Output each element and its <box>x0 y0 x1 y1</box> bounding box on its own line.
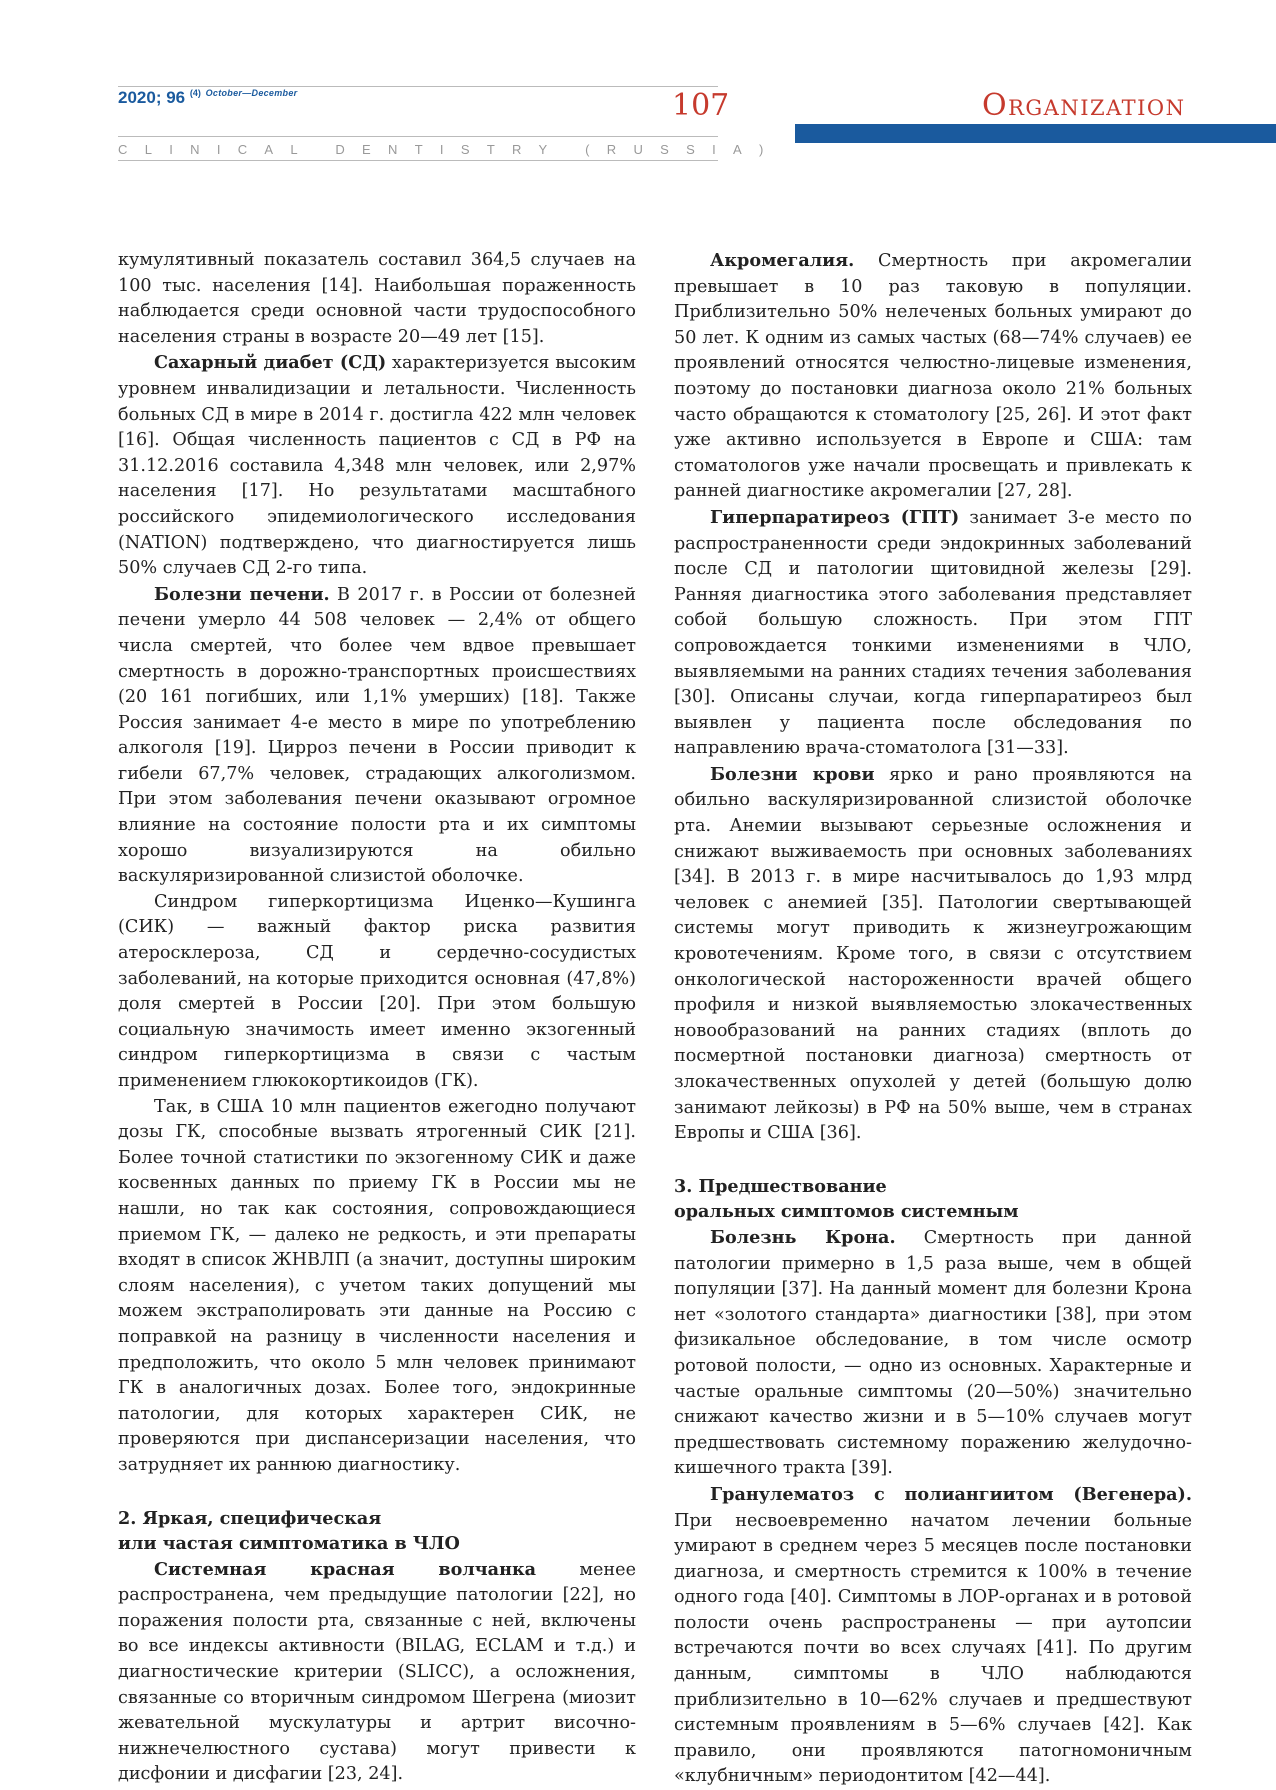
spacer <box>118 1479 636 1506</box>
spacer <box>674 1147 1192 1174</box>
paragraph <box>674 1482 1192 1790</box>
term-bold: Системная красная волчанка <box>154 1558 537 1580</box>
issue-volume: 96 <box>166 88 186 107</box>
section-heading <box>674 1174 1192 1225</box>
left-column <box>118 248 636 1788</box>
term-bold: Сахарный диабет (СД) <box>154 352 387 374</box>
paragraph <box>674 505 1192 762</box>
term-bold: Гранулематоз с полиангиитом (Вегенера). <box>710 1483 1192 1505</box>
paragraph-text: Смертность при акромегалии превышает в 10 раз таковую в популяции. Приблизительно 50% нелеченых больных умирают до 50 лет. К одним из самых частых (68—74% случаев) ее проявлений относятся челюстно-лицевые изменения, поэтому до постановки диагноза около 21% больных часто обращаются к стоматологу [25, 26]. И этот факт уже активно используется в Европе и США: там стоматологов уже начали просвещать и привлекать к ранней диагностике акромегалии [27, 28]. <box>674 251 1192 502</box>
paragraph: Так, в США 10 млн пациентов ежегодно получают дозы ГК, способные вызвать ятрогенный СИК [21]. Более точной статистики по экзогенному СИК и даже косвенных данных по приему ГК в России мы не нашли, но так как состояния, сопровождающиеся приемом ГК, — далеко не редкость, и эти препараты входят в список ЖНВЛП (а значит, доступны широким слоям населения), с учетом таких допущений мы можем экстраполировать эти данные на Россию с поправкой на разницу в численности населения и предположить, что около 5 млн человек принимают ГК в аналогичных дозах. Более того, эндокринные патологии, для которых характерен СИК, не проверяются при диспансеризации населения, что затрудняет их раннюю диагностику. <box>118 1096 636 1475</box>
right-column <box>674 248 1192 1790</box>
section-title: Organization <box>982 88 1186 123</box>
paragraph: Синдром гиперкортицизма Иценко—Кушинга (СИК) — важный фактор риска развития атеросклероза, СД и сердечно-сосудистых заболеваний, на которые приходится основная (47,8%) доля смертей в России [20]. При этом большую социальную значимость имеет именно экзогенный синдром гиперкортицизма в связи с частым применением глюкокортикоидов (ГК). <box>118 891 636 1091</box>
term-bold: Гиперпаратиреоз (ГПТ) <box>710 506 960 528</box>
issue-number: (4) <box>189 88 201 98</box>
heading-line: 2. Яркая, специфическая <box>118 1507 382 1529</box>
section-heading <box>118 1506 636 1557</box>
paragraph <box>674 762 1192 1147</box>
paragraph-text: менее распространена, чем предыдущие патологии [22], но поражения полости рта, связанные с ней, включены во все индексы активности (BILAG, ECLAM и т.д.) и диагностические критерии (SLICC), а осложнения, связанные со вторичным синдромом Шегрена (миозит жевательной мускулатуры и артрит височно-нижнечелюстного сустава) могут привести к дисфонии и дисфагии [23, 24]. <box>118 1559 636 1785</box>
header-bottom-rule <box>118 160 718 161</box>
term-bold: Болезни печени. <box>154 583 330 605</box>
term-bold: Акромегалия. <box>710 250 855 271</box>
paragraph-text: ярко и рано проявляются на обильно васкуляризированной слизистой оболочке рта. Анемии вызывают серьезные осложнения и снижают выживаемость при основных заболеваниях [34]. В 2013 г. в мире насчитывалось до 1,93 млрд человек с анемией [35]. Патологии свертывающей системы могут приводить к жизнеугрожающим кровотечениям. Кроме того, в связи с отсутствием онкологической настороженности врачей общего профиля и низкой выявляемостью злокачественных новообразований на ранних стадиях (вплоть до посмертной постановки диагноза) смертность от злокачественных опухолей у детей (большую долю занимают лейкозы) в РФ на 50% выше, чем в странах Европы и США [36]. <box>674 764 1192 1144</box>
header-middle-rule <box>118 136 718 137</box>
issue-info: 2020; 96 $^{(4)}$ $^{October—December}$ <box>118 88 298 107</box>
term-bold: Болезни крови <box>710 763 875 785</box>
issue-period: October—December <box>205 88 298 98</box>
paragraph-text: характеризуется высоким уровнем инвалидизации и летальности. Численность больных СД в мире в 2014 г. достигла 422 млн человек [16]. Общая численность пациентов с СД в РФ на 31.12.2016 составила 4,348 млн человек, или 2,97% населения [17]. Но результатами масштабного российского эпидемиологического исследования (NATION) подтверждено, что диагностируется лишь 50% случаев СД 2-го типа. <box>118 353 636 579</box>
paragraph: кумулятивный показатель составил 364,5 случаев на 100 тыс. населения [14]. Наибольшая пораженность наблюдается среди основной части трудоспособного населения страны в возрасте 20—49 лет [15]. <box>118 250 636 347</box>
paragraph-text: В 2017 г. в России от болезней печени умерло 44 508 человек — 2,4% от общего числа смертей, что более чем вдвое превышает смертность в дорожно-транспортных происшествиях (20 161 погибших, или 1,1% умерших) [18]. Также Россия занимает 4-е место в мире по употреблению алкоголя [19]. Цирроз печени в России приводит к гибели 67,7% человек, страдающих алкоголизмом. При этом заболевания печени оказывают огромное влияние на состояние полости рта и их симптомы хорошо визуализируются на обильно васкуляризированной слизистой оболочке. <box>118 584 637 887</box>
issue-year: 2020 <box>118 88 156 107</box>
heading-line: или частая симптоматика в ЧЛО <box>118 1533 460 1555</box>
paragraph <box>674 248 1192 505</box>
page-header <box>0 0 1276 160</box>
page-number: 107 <box>672 88 730 123</box>
paragraph-text: Смертность при данной патологии примерно в 1,5 раза выше, чем в общей популяции [37]. На данный момент для болезни Крона нет «золотого стандарта» диагностики [38], при этом физикальное обследование, в том числе осмотр ротовой полости, — одно из основных. Характерные и частые оральные симптомы (20—50%) значительно снижают качество жизни и в 5—10% случаев могут предшествовать системному поражению желудочно-кишечного тракта [39]. <box>674 1227 1193 1479</box>
section-accent-bar <box>795 124 1276 143</box>
header-top-rule <box>118 86 718 87</box>
paragraph <box>118 350 636 581</box>
paragraph <box>674 1225 1192 1482</box>
paragraph <box>118 1557 636 1788</box>
journal-name: CLINICAL DENTISTRY (RUSSIA) <box>118 142 781 157</box>
paragraph-text: При несвоевременно начатом лечении больные умирают в среднем через 5 месяцев после постановки диагноза, и смертность стремится к 100% в течение одного года [40]. Симптомы в ЛОР-органах и в ротовой полости очень распространены — при аутопсии встречаются почти во всех случаях [41]. По другим данным, симптомы в ЧЛО наблюдаются приблизительно в 10—62% случаев и предшествуют системным проявлениям в 5—6% случаев [42]. Как правило, они проявляются патогномоничным «клубничным» периодонтитом [42—44]. <box>674 1510 1192 1787</box>
heading-line: оральных симптомов системным <box>674 1201 1019 1223</box>
heading-line: 3. Предшествование <box>674 1175 887 1197</box>
term-bold: Болезнь Крона. <box>710 1226 896 1248</box>
paragraph-text: занимает 3-е место по распространенности среди эндокринных заболеваний после СД и патологии щитовидной железы [29]. Ранняя диагностика этого заболевания представляет собой большую сложность. При этом ГПТ сопровождается тонкими изменениями в ЧЛО, выявляемыми на ранних стадиях течения заболевания [30]. Описаны случаи, когда гиперпаратиреоз был выявлен у пациента после обследования по направлению врача-стоматолога [31—33]. <box>674 507 1193 759</box>
paragraph <box>118 582 636 890</box>
